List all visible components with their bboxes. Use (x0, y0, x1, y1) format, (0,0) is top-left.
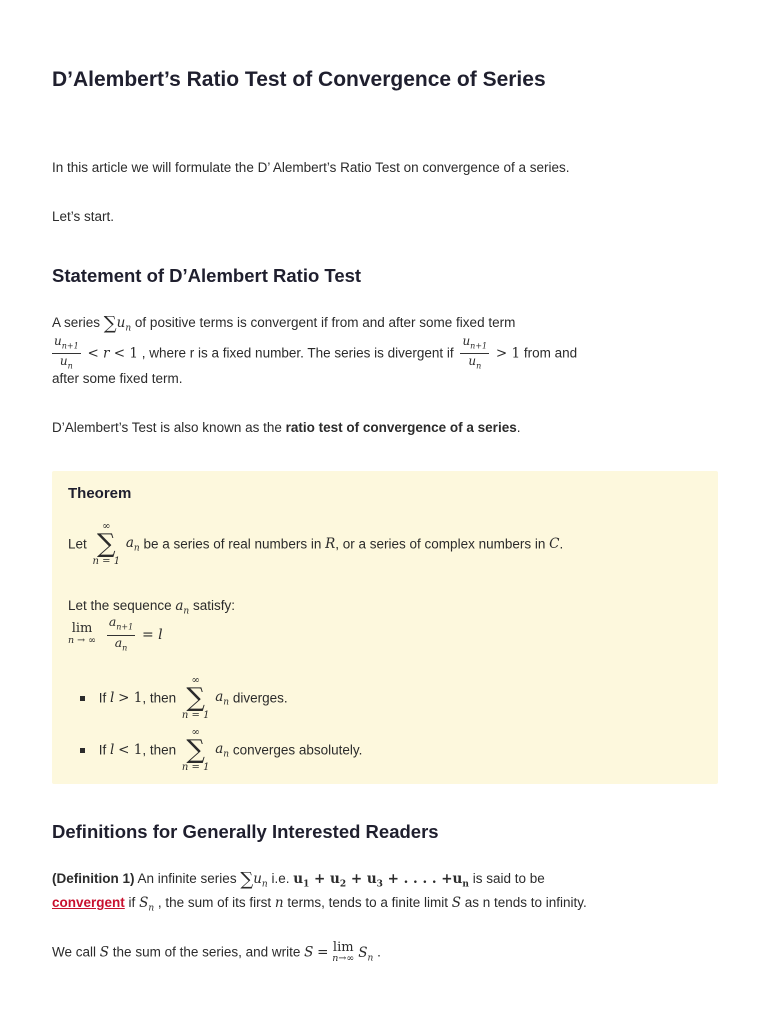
bullet-icon (80, 696, 85, 701)
theorem-title: Theorem (68, 485, 132, 502)
sum-definition-line: We call S the sum of the series, and write S = lim n→∞ $S_n$ . (52, 940, 381, 964)
bullet-icon (80, 748, 85, 753)
theorem-box (52, 471, 718, 784)
convergent-link[interactable]: convergent (52, 895, 125, 910)
theorem-let-line: Let ∞ ∑ n = 1 $a_n$ be a series of real numbers in R, or a series of complex numbers in C. (68, 521, 564, 567)
also-known-paragraph: D’Alembert’s Test is also known as the ratio test of convergence of a series. (52, 420, 521, 435)
bullet-diverges: If l > 1, then ∞ ∑ n = 1 $a_n$ diverges. (80, 675, 288, 721)
sigma-symbol: ∑ (103, 313, 117, 334)
definition-1-line-1: (Definition 1) An infinite series $\sum u_n$ i.e. $u_1 + u_2 + u_3$ + . . . . $+u_n$ is said to be (52, 869, 545, 890)
ratio-fraction: $\frac{u_{n+1}}{u_n}$ (54, 334, 79, 371)
intro-paragraph: In this article we will formulate the D’ Alembert’s Ratio Test on convergence of a series. (52, 160, 570, 175)
limit-formula: lim n → ∞ $\frac{a_{n+1}}{a_n}$ = l (68, 614, 163, 652)
theorem-sequence-line: Let the sequence $a_n$ satisfy: (68, 598, 235, 617)
page-title: D’Alembert’s Ratio Test of Convergence of Series (52, 68, 546, 91)
sum-symbol: ∞ ∑ n = 1 (92, 521, 121, 567)
statement-line-3: after some fixed term. (52, 371, 183, 386)
definition-1-line-2: convergent if $S_n$ , the sum of its first n terms, tends to a finite limit S as n tends to infinity. (52, 895, 587, 914)
ratio-fraction-divergent: $\frac{u_{n+1}}{u_n}$ (462, 334, 488, 371)
bullet-converges: If l < 1, then ∞ ∑ n = 1 $a_n$ converges absolutely. (80, 727, 362, 773)
statement-line-1: A series $\sum u_n$ of positive terms is convergent if from and after some fixed term (52, 313, 516, 334)
statement-heading: Statement of D’Alembert Ratio Test (52, 265, 362, 286)
start-paragraph: Let’s start. (52, 209, 115, 224)
statement-line-2: $\frac{u_{n+1}}{u_n}$ < r < 1 , where r is a fixed number. The series is divergent if $\frac{u_{n+1}}{u_n}$ > 1 from and (52, 334, 577, 374)
definitions-heading: Definitions for Generally Interested Readers (52, 821, 439, 842)
